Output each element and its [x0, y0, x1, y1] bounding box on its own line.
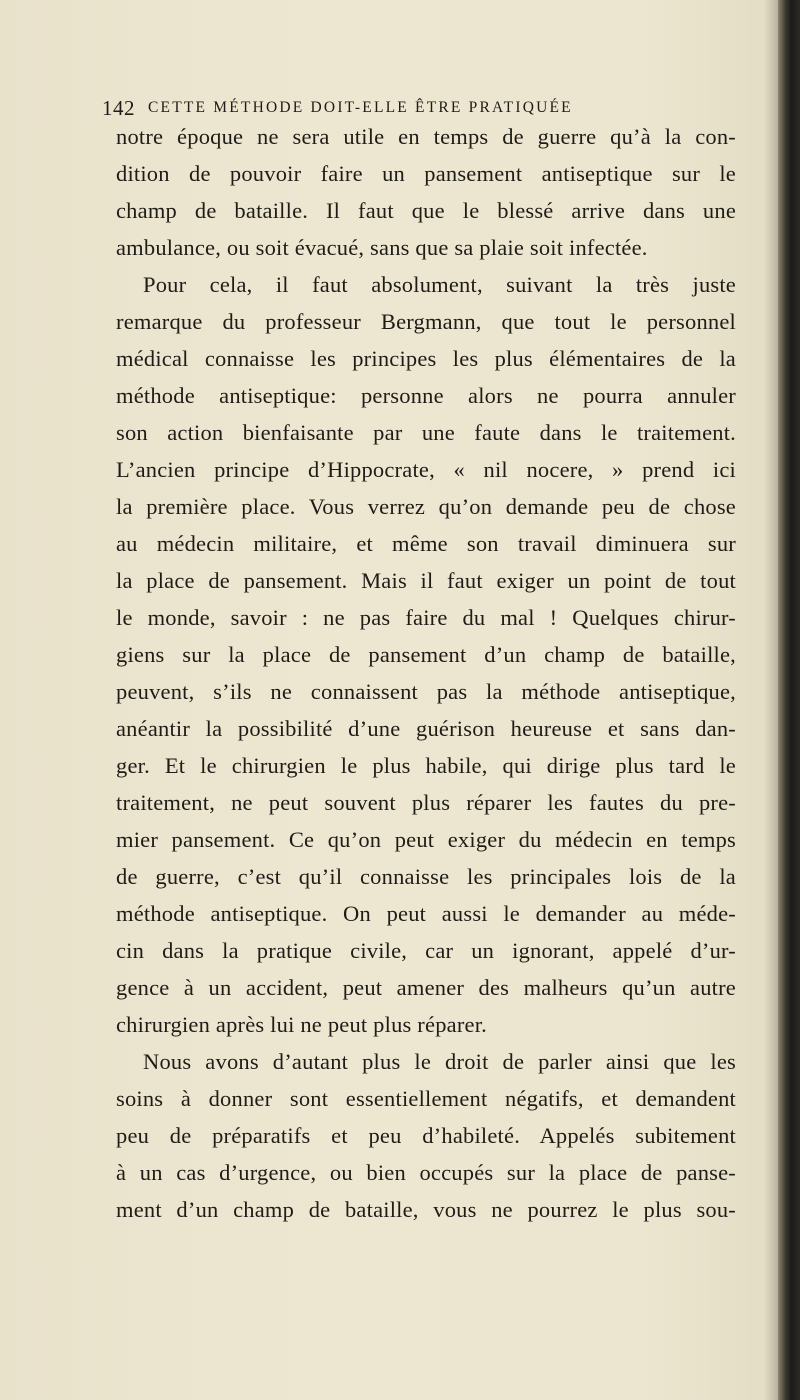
text-line: la première place. Vous verrez qu’on demande peu de chose	[116, 494, 736, 519]
text-line: de guerre, c’est qu’il connaisse les principales lois de la	[116, 864, 736, 889]
book-binding-edge	[778, 0, 800, 1400]
text-line: dition de pouvoir faire un pansement antiseptique sur le	[116, 161, 736, 186]
text-line: cin dans la pratique civile, car un ignorant, appelé d’ur-	[116, 938, 736, 963]
text-line: peuvent, s’ils ne connaissent pas la méthode antiseptique,	[116, 679, 736, 704]
text-line: champ de bataille. Il faut que le blessé arrive dans une	[116, 198, 736, 223]
text-line: remarque du professeur Bergmann, que tout le personnel	[116, 309, 736, 334]
text-line: soins à donner sont essentiellement négatifs, et demandent	[116, 1086, 736, 1111]
text-line: méthode antiseptique: personne alors ne pourra annuler	[116, 383, 736, 408]
text-line: gence à un accident, peut amener des malheurs qu’un autre	[116, 975, 736, 1000]
text-line: médical connaisse les principes les plus élémentaires de la	[116, 346, 736, 371]
page-number: 142	[102, 96, 135, 120]
text-line: anéantir la possibilité d’une guérison heureuse et sans dan-	[116, 716, 736, 741]
text-line: Nous avons d’autant plus le droit de parler ainsi que les	[143, 1049, 736, 1074]
binding-shadow	[764, 0, 778, 1400]
text-line: peu de préparatifs et peu d’habileté. Appelés subitement	[116, 1123, 736, 1148]
text-line: méthode antiseptique. On peut aussi le demander au méde-	[116, 901, 736, 926]
text-line: ambulance, ou soit évacué, sans que sa plaie soit infectée.	[116, 235, 648, 260]
text-line: mier pansement. Ce qu’on peut exiger du médecin en temps	[116, 827, 736, 852]
text-line: Pour cela, il faut absolument, suivant la très juste	[143, 272, 736, 297]
text-line: giens sur la place de pansement d’un champ de bataille,	[116, 642, 736, 667]
text-line: chirurgien après lui ne peut plus réparer.	[116, 1012, 487, 1037]
text-line: ger. Et le chirurgien le plus habile, qui dirige plus tard le	[116, 753, 736, 778]
text-line: notre époque ne sera utile en temps de guerre qu’à la con-	[116, 124, 736, 149]
text-line: la place de pansement. Mais il faut exiger un point de tout	[116, 568, 736, 593]
text-line: son action bienfaisante par une faute dans le traitement.	[116, 420, 736, 445]
text-line: ment d’un champ de bataille, vous ne pourrez le plus sou-	[116, 1197, 736, 1222]
text-line: au médecin militaire, et même son travail diminuera sur	[116, 531, 736, 556]
text-line: le monde, savoir : ne pas faire du mal ! Quelques chirur-	[116, 605, 736, 630]
text-line: à un cas d’urgence, ou bien occupés sur la place de panse-	[116, 1160, 736, 1185]
text-line: L’ancien principe d’Hippocrate, « nil nocere, » prend ici	[116, 457, 736, 482]
text-line: traitement, ne peut souvent plus réparer les fautes du pre-	[116, 790, 736, 815]
running-title: CETTE MÉTHODE DOIT-ELLE ÊTRE PRATIQUÉE	[148, 99, 573, 116]
body-text	[116, 118, 736, 1228]
